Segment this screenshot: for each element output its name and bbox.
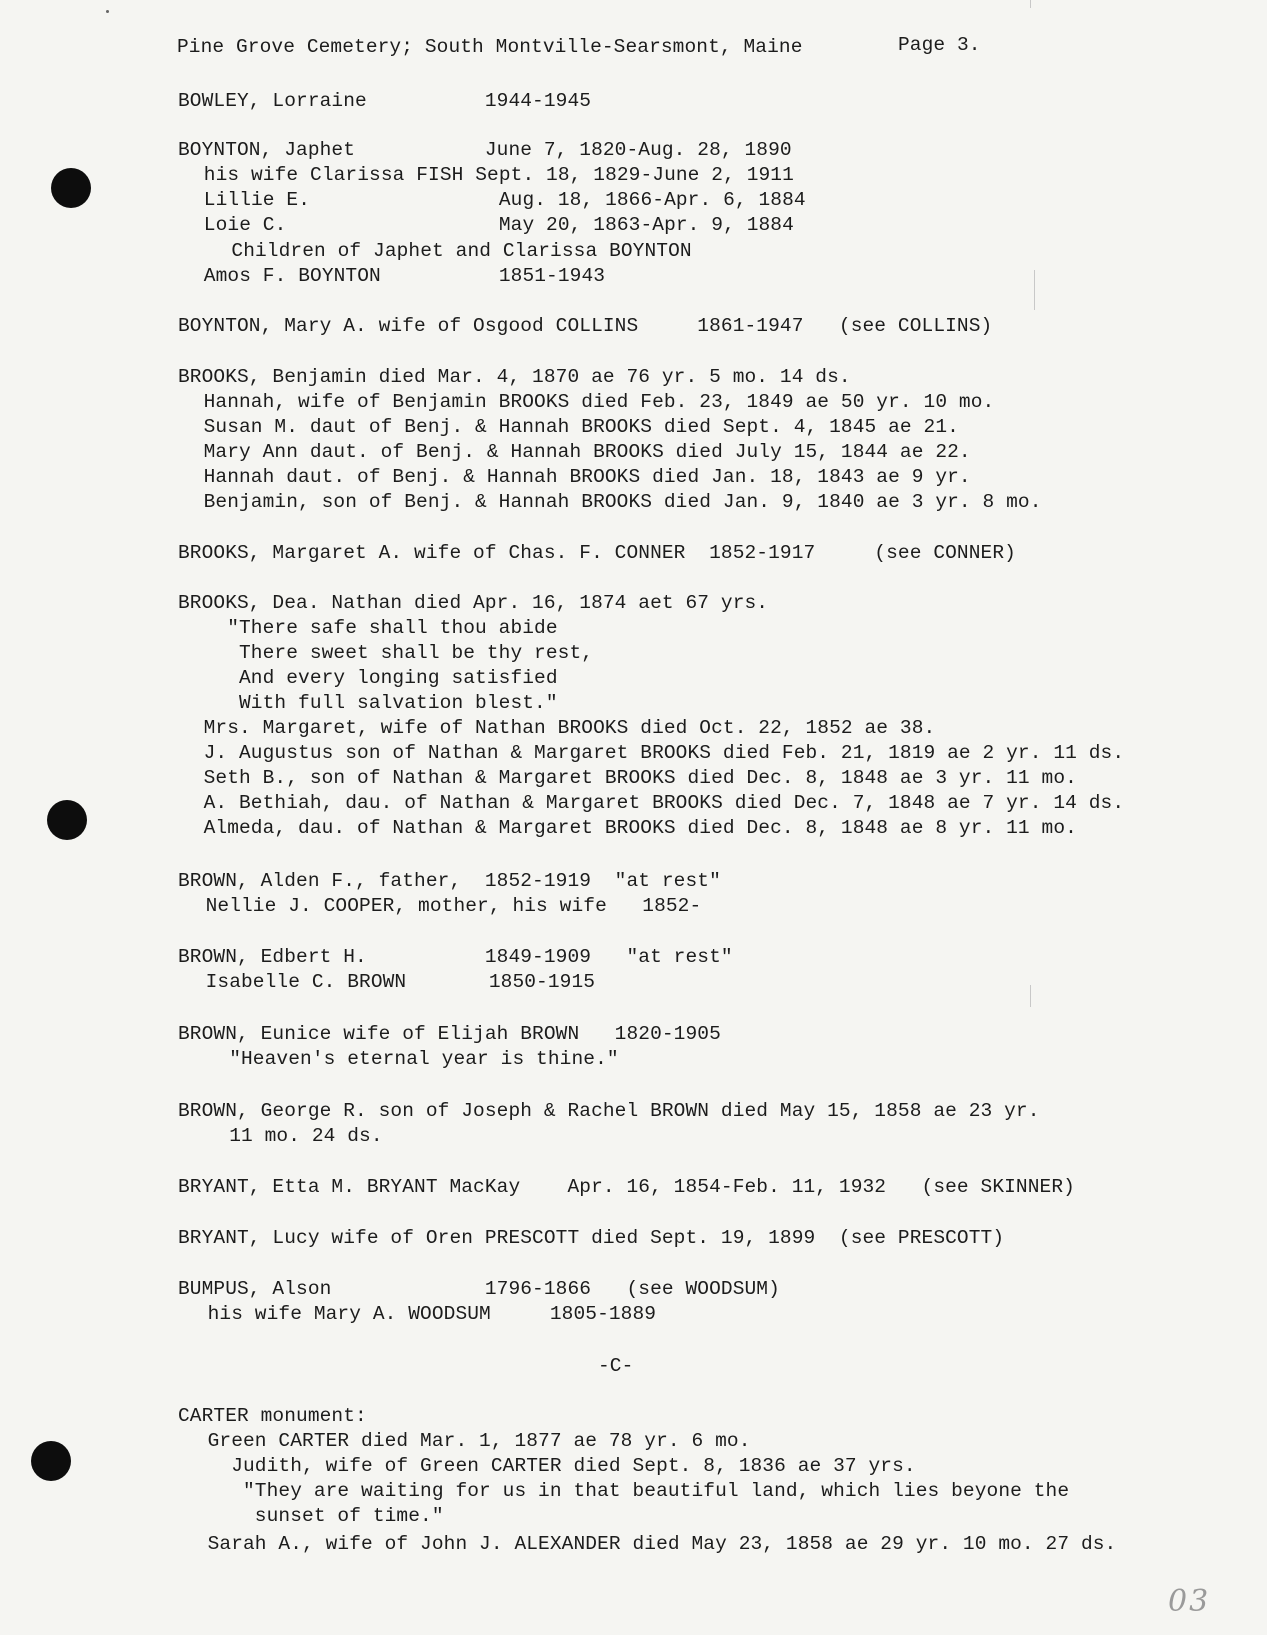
binder-hole-top xyxy=(51,168,91,208)
entry-line: Green CARTER died Mar. 1, 1877 ae 78 yr. 6 mo. xyxy=(184,1430,751,1452)
entry-line: CARTER monument: xyxy=(178,1405,367,1427)
entry-line: Isabelle C. BROWN 1850-1915 xyxy=(182,971,596,993)
entry-line: his wife Mary A. WOODSUM 1805-1889 xyxy=(184,1303,657,1325)
entry-line: "There safe shall thou abide xyxy=(180,617,558,639)
entry-line: BROWN, Alden F., father, 1852-1919 "at rest" xyxy=(178,870,721,892)
scan-speck xyxy=(106,10,109,13)
entry-line: A. Bethiah, dau. of Nathan & Margaret BROOKS died Dec. 7, 1848 ae 7 yr. 14 ds. xyxy=(180,792,1125,814)
entry-line: BROWN, George R. son of Joseph & Rachel BROWN died May 15, 1858 ae 23 yr. xyxy=(178,1100,1040,1122)
entry-line: Mrs. Margaret, wife of Nathan BROOKS died Oct. 22, 1852 ae 38. xyxy=(180,717,936,739)
entry-line: Benjamin, son of Benj. & Hannah BROOKS died Jan. 9, 1840 ae 3 yr. 8 mo. xyxy=(180,491,1042,513)
entry-line: Amos F. BOYNTON 1851-1943 xyxy=(192,265,606,287)
entry-line: "Heaven's eternal year is thine." xyxy=(182,1048,619,1070)
entry-line: Hannah daut. of Benj. & Hannah BROOKS died Jan. 18, 1843 ae 9 yr. xyxy=(180,466,971,488)
page-number-label: Page 3. xyxy=(898,34,981,56)
document-header-title: Pine Grove Cemetery; South Montville-Searsmont, Maine xyxy=(177,36,803,58)
entry-line: BRYANT, Lucy wife of Oren PRESCOTT died Sept. 19, 1899 (see PRESCOTT) xyxy=(178,1227,1005,1249)
scan-edge-mark xyxy=(1030,985,1031,1007)
entry-line: Sarah A., wife of John J. ALEXANDER died May 23, 1858 ae 29 yr. 10 mo. 27 ds. xyxy=(184,1533,1117,1555)
binder-hole-bottom xyxy=(31,1441,71,1481)
binder-hole-middle xyxy=(47,800,87,840)
entry-line: Children of Japhet and Clarissa BOYNTON xyxy=(196,240,692,262)
entry-line: BROOKS, Benjamin died Mar. 4, 1870 ae 76 yr. 5 mo. 14 ds. xyxy=(178,366,851,388)
scan-edge-mark xyxy=(1034,270,1035,310)
entry-line: Nellie J. COOPER, mother, his wife 1852- xyxy=(182,895,702,917)
entry-line: BOWLEY, Lorraine 1944-1945 xyxy=(178,90,592,112)
entry-line: BROOKS, Dea. Nathan died Apr. 16, 1874 aet 67 yrs. xyxy=(178,592,769,614)
entry-line: sunset of time." xyxy=(184,1505,444,1527)
entry-line: Lillie E. Aug. 18, 1866-Apr. 6, 1884 xyxy=(192,189,806,211)
entry-line: BROWN, Eunice wife of Elijah BROWN 1820-1905 xyxy=(178,1023,721,1045)
entry-line: J. Augustus son of Nathan & Margaret BROOKS died Feb. 21, 1819 ae 2 yr. 11 ds. xyxy=(180,742,1125,764)
entry-line: BROOKS, Margaret A. wife of Chas. F. CONNER 1852-1917 (see CONNER) xyxy=(178,542,1016,564)
entry-line: Judith, wife of Green CARTER died Sept. 8, 1836 ae 37 yrs. xyxy=(184,1455,916,1477)
entry-line: 11 mo. 24 ds. xyxy=(182,1125,383,1147)
entry-line: BOYNTON, Japhet June 7, 1820-Aug. 28, 1890 xyxy=(178,139,792,161)
entry-line: Hannah, wife of Benjamin BROOKS died Feb. 23, 1849 ae 50 yr. 10 mo. xyxy=(180,391,995,413)
entry-line: Seth B., son of Nathan & Margaret BROOKS died Dec. 8, 1848 ae 3 yr. 11 mo. xyxy=(180,767,1077,789)
entry-line: Almeda, dau. of Nathan & Margaret BROOKS died Dec. 8, 1848 ae 8 yr. 11 mo. xyxy=(180,817,1077,839)
entry-line: BROWN, Edbert H. 1849-1909 "at rest" xyxy=(178,946,733,968)
entry-line: BRYANT, Etta M. BRYANT MacKay Apr. 16, 1854-Feb. 11, 1932 (see SKINNER) xyxy=(178,1176,1075,1198)
entry-line: his wife Clarissa FISH Sept. 18, 1829-June 2, 1911 xyxy=(192,164,794,186)
entry-line: There sweet shall be thy rest, xyxy=(180,642,594,664)
entry-line: BUMPUS, Alson 1796-1866 (see WOODSUM) xyxy=(178,1278,780,1300)
section-letter-heading: -C- xyxy=(598,1355,634,1377)
entry-line: Loie C. May 20, 1863-Apr. 9, 1884 xyxy=(192,214,794,236)
scan-edge-mark xyxy=(1030,0,1031,8)
entry-line: With full salvation blest." xyxy=(180,692,558,714)
entry-line: "They are waiting for us in that beautiful land, which lies beyone the xyxy=(184,1480,1070,1502)
handwritten-page-number: 03 xyxy=(1168,1584,1211,1619)
entry-line: Mary Ann daut. of Benj. & Hannah BROOKS died July 15, 1844 ae 22. xyxy=(180,441,971,463)
entry-line: And every longing satisfied xyxy=(180,667,558,689)
entry-line: BOYNTON, Mary A. wife of Osgood COLLINS 1861-1947 (see COLLINS) xyxy=(178,315,993,337)
entry-line: Susan M. daut of Benj. & Hannah BROOKS died Sept. 4, 1845 ae 21. xyxy=(180,416,959,438)
